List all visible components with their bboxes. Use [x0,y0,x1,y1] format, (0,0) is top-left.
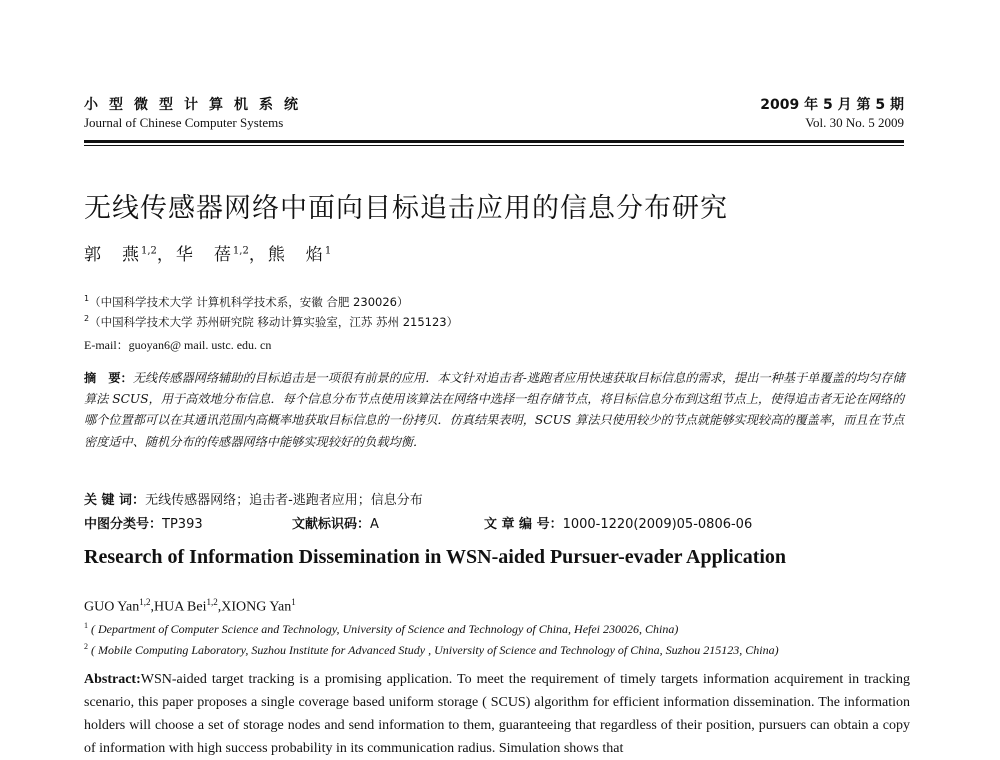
paper-title-en: Research of Information Dissemination in WSN-aided Pursuer-evader Application [84,546,787,568]
author-affiliation-mark: 1,2 [232,245,249,257]
affiliation-text: （中国科学技术大学 苏州研究院 移动计算实验室，江苏 苏州 215123） [89,315,459,329]
clc-value: TP393 [162,517,203,532]
clc-number [84,513,203,532]
journal-title-en: Journal of Chinese Computer Systems [84,115,284,130]
author-name: HUA Bei [153,599,207,615]
header-rule-thick [84,140,904,143]
article-number-label: 文 章 编 号： [484,517,563,532]
affiliation-mark: 1 [84,294,90,304]
issue-info-en: Vol. 30 No. 5 2009 [805,115,904,130]
author-separator: ， [248,245,268,265]
author-separator: ， [156,245,176,265]
abstract-cn [84,368,910,453]
author-affiliation-mark: 1,2 [139,597,151,607]
author-separator: , [217,599,222,615]
keywords-label-cn: 关 键 词： [84,493,146,508]
affiliation-mark: 2 [84,314,90,324]
author-separator: , [150,599,154,615]
affiliation-cn-1 [84,294,408,310]
affiliation-mark: 2 [84,642,88,651]
author-name: 郭 燕 [84,245,141,265]
journal-title-cn: 小型微型计算机系统 [84,97,309,113]
affiliation-text: ( Department of Computer Science and Technology, University of Science and Technology of China, Hefei 230026, China) [91,622,679,636]
affiliation-cn-2 [84,314,458,330]
author-name: 华 蓓 [175,245,233,265]
authors-en [84,597,296,616]
document-code-value: A [370,517,379,532]
paper-title-cn: 无线传感器网络中面向目标追击应用的信息分布研究 [84,193,728,224]
author-name: 熊 焰 [267,245,325,265]
header-rule-thin [84,145,904,146]
keywords-text-cn: 无线传感器网络；追击者-逃跑者应用；信息分布 [145,493,423,508]
authors-cn [84,240,331,265]
affiliation-mark: 1 [84,621,88,630]
issue-info-cn: 2009 年 5 月 第 5 期 [760,97,904,113]
affiliation-en-2 [84,642,779,658]
author-email: E-mail：guoyan6@ mail. ustc. edu. cn [84,338,272,352]
affiliation-text: ( Mobile Computing Laboratory, Suzhou Institute for Advanced Study , University of Science and Technology of China, Suzhou 215123, China) [91,643,779,657]
author-name: XIONG Yan [221,599,292,615]
abstract-label-cn: 摘 要： [84,371,133,385]
article-number-value: 1000-1220(2009)05-0806-06 [562,517,753,532]
abstract-en [84,668,910,760]
author-name: GUO Yan [84,599,140,615]
article-number [484,513,752,532]
author-affiliation-mark: 1,2 [141,245,157,257]
author-affiliation-mark: 1 [291,597,296,607]
document-code-label: 文献标识码： [292,517,371,532]
affiliation-en-1 [84,621,678,637]
author-affiliation-mark: 1,2 [206,597,218,607]
document-code [292,513,379,532]
abstract-text-en: WSN-aided target tracking is a promising application. To meet the requirement of timely targets information acquirement in tracking scenario, this paper proposes a single coverage based uniform storage ( SCUS) algorithm for efficient information dissemination. The information holders will choose a set of storage nodes and send information to them, guaranteeing that regardless of their position, pursuers can obtain a copy of information with high success probability in its communication radius. Simulation shows that [84,672,910,756]
author-affiliation-mark: 1 [324,245,332,257]
abstract-text-cn: 无线传感器网络辅助的目标追击是一项很有前景的应用．本文针对追击者-逃跑者应用快速获取目标信息的需求，提出一种基于单覆盖的均匀存储算法 SCUS，用于高效地分布信息．每个信息分布节点使用该算法在网络中选择一组存储节点，将目标信息分布到这组节点上，使得追击者无论在网络的哪个位置都可以在其通讯范围内高概率地获取目标信息的一份拷贝．仿真结果表明，SCUS 算法只使用较少的节点就能够实现较高的覆盖率，而且在节点密度适中、随机分布的传感器网络中能够实现较好的负载均衡． [84,371,905,449]
affiliation-text: （中国科学技术大学 计算机科学技术系，安徽 合肥 230026） [89,295,409,309]
keywords-cn [84,489,423,508]
clc-label: 中图分类号： [84,517,163,532]
abstract-label-en: Abstract: [84,672,141,687]
